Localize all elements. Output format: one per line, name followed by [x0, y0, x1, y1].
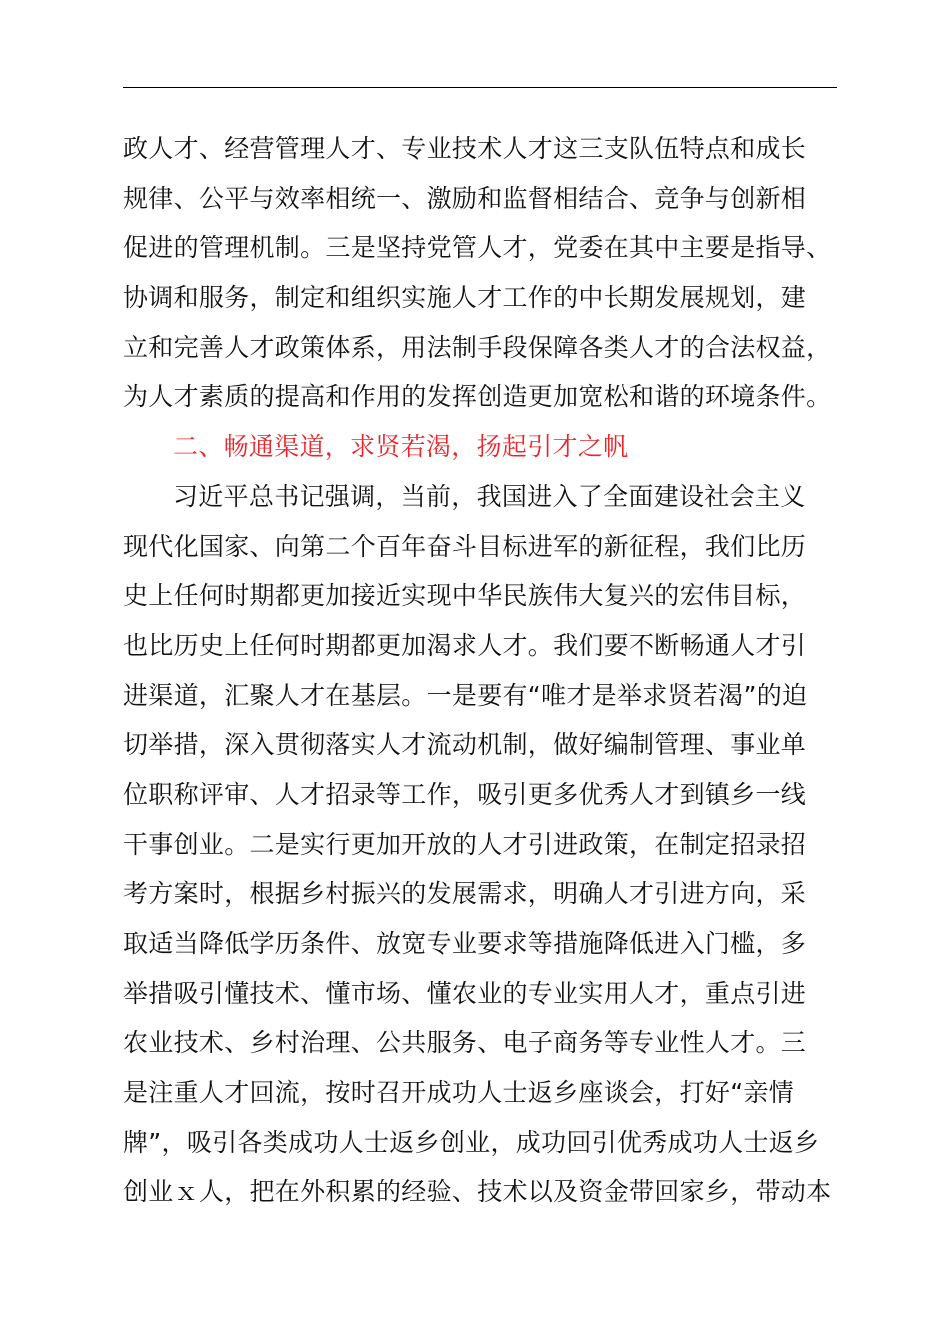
paragraph-line: 习近平总书记强调，当前，我国进入了全面建设社会主义 [173, 481, 806, 511]
paragraph-line: 考方案时，根据乡村振兴的发展需求，明确人才引进方向，采 [123, 879, 807, 909]
paragraph-line: 协调和服务，制定和组织实施人才工作的中长期发展规划，建 [123, 283, 807, 313]
paragraph-line: 政人才、经营管理人才、专业技术人才这三支队伍特点和成长 [123, 134, 807, 163]
paragraph-line: 史上任何时期都更加接近实现中华民族伟大复兴的宏伟目标， [123, 581, 807, 611]
paragraph-line: 也比历史上任何时期都更加渴求人才。我们要不断畅通人才引 [123, 630, 807, 660]
paragraph-line: 现代化国家、向第二个百年奋斗目标进军的新征程，我们比历 [123, 531, 807, 561]
paragraph-line: 位职称评审、人才招录等工作，吸引更多优秀人才到镇乡一线 [123, 779, 807, 809]
paragraph-line: 干事创业。二是实行更加开放的人才引进政策，在制定招录招 [123, 829, 807, 859]
paragraph-line: 进渠道，汇聚人才在基层。一是要有“唯才是举求贤若渴”的迫 [123, 680, 808, 710]
header-rule [123, 87, 837, 88]
paragraph-line: 是注重人才回流，按时召开成功人士返乡座谈会，打好“亲情 [123, 1078, 795, 1108]
paragraph-1 [123, 124, 837, 422]
paragraph-line: 促进的管理机制。三是坚持党管人才，党委在其中主要是指导、 [123, 233, 832, 263]
paragraph-line: 牌”，吸引各类成功人士返乡创业，成功回引优秀成功人士返乡 [123, 1127, 820, 1157]
section-heading: 二、畅通渠道，求贤若渴，扬起引才之帆 [173, 432, 629, 462]
document-body [123, 124, 837, 1217]
paragraph-line: 切举措，深入贯彻落实人才流动机制，做好编制管理、事业单 [123, 730, 807, 760]
paragraph-line: 立和完善人才政策体系，用法制手段保障各类人才的合法权益， [123, 332, 832, 362]
paragraph-line: 创业ｘ人，把在外积累的经验、技术以及资金带回家乡，带动本 [123, 1177, 832, 1207]
paragraph-line: 取适当降低学历条件、放宽专业要求等措施降低进入门槛，多 [123, 929, 807, 958]
paragraph-2 [123, 472, 837, 1217]
paragraph-line: 农业技术、乡村治理、公共服务、电子商务等专业性人才。三 [123, 1028, 807, 1058]
paragraph-line: 举措吸引懂技术、懂市场、懂农业的专业实用人才，重点引进 [123, 978, 807, 1008]
paragraph-line: 规律、公平与效率相统一、激励和监督相结合、竞争与创新相 [123, 183, 807, 213]
paragraph-line: 为人才素质的提高和作用的发挥创造更加宽松和谐的环境条件。 [123, 382, 832, 412]
